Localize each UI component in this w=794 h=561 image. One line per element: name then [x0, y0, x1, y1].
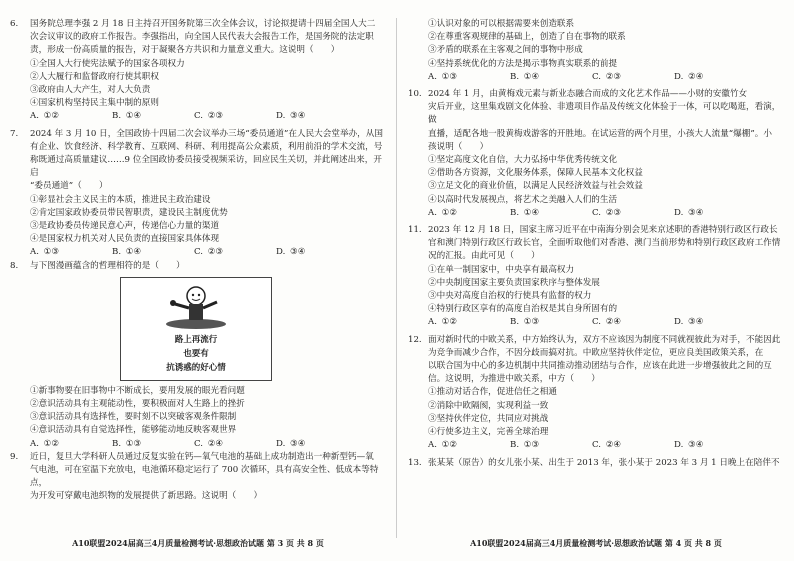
option: ①坚定高度文化自信，大力弘扬中华优秀传统文化 [428, 155, 618, 166]
choice-d: D. ②④ [674, 71, 704, 82]
choice-d: D. ③④ [674, 207, 704, 218]
answer-choices [10, 110, 386, 123]
option: ②意识活动具有主观能动性，要积极面对人生路上的挫折 [30, 399, 245, 410]
choice-d: D. ③④ [276, 247, 306, 258]
question-text: 孩说明（ ） [428, 141, 489, 152]
cartoon-caption: 抗诱惑的好心情 [166, 362, 226, 373]
choice-c: C. ②③ [194, 247, 224, 258]
option: ②中央制度国家主要负责国家秩序与整体发展 [428, 277, 600, 288]
question-text: 况的汇报。由此可见（ ） [428, 251, 540, 262]
answer-choices [10, 438, 386, 451]
option: ②借助各方资源，文化服务体系，保障人民基本文化权益 [428, 168, 643, 179]
question-number: 13. [408, 457, 422, 468]
page-footer: A10联盟2024届高三4月质量检测考试·思想政治试题 第 4 页 共 8 页 [470, 537, 722, 548]
option: ①认识对象的可以根据需要来创造联系 [428, 19, 575, 29]
question-9-continued [408, 18, 784, 84]
choice-c: C. ②③ [592, 71, 622, 82]
question-text: 为竞争而减少合作，不因分歧而搞对抗。中欧应坚持伙伴定位，更应良美国政策关系，在 [428, 347, 764, 358]
choice-b: B. ①④ [112, 111, 142, 122]
answer-choices [408, 316, 784, 329]
question-number: 10. [408, 89, 422, 100]
question-text: 以联合国为中心的多边机制中共同推动推动团结与合作，应该在此进一步增强彼此之间的互 [428, 361, 772, 372]
option: ③意识活动具有选择性，要时刻不以突破客观条件限制 [30, 412, 237, 423]
answer-choices [10, 246, 386, 259]
choice-d: D. ③④ [276, 111, 306, 122]
choice-a: A. ①③ [30, 247, 60, 258]
question-number: 7. [10, 128, 19, 139]
choice-a: A. ①② [428, 440, 458, 451]
page-footer: A10联盟2024届高三4月质量检测考试·思想政治试题 第 3 页 共 8 页 [72, 537, 324, 548]
choice-a: A. ①② [30, 438, 60, 449]
question-13 [408, 457, 784, 470]
question-7 [10, 128, 386, 260]
cartoon-caption: 也要有 [183, 348, 209, 359]
question-text: 国务院总理李强 2 月 18 日主持召开国务院第三次全体会议，讨论拟提请十四届全国人大二 [30, 19, 376, 29]
question-text: 气电池，可在室温下充放电，电池循环稳定运行了 700 次循环，具有高安全性、低成本等特点， [30, 465, 379, 489]
cartoon-image [120, 277, 272, 381]
question-number: 8. [10, 260, 19, 271]
choice-c: C. ②③ [194, 111, 224, 122]
choice-b: B. ①④ [510, 71, 540, 82]
option: ③坚持伙伴定位，共同应对挑战 [428, 413, 549, 424]
option: ④意识活动具有自觉选择性，能够能动地反映客观世界 [30, 425, 237, 436]
choice-c: C. ②③ [592, 207, 622, 218]
option: ①全国人大行使宪法赋予的国家各项权力 [30, 58, 185, 69]
option: ②人大履行和监督政府行使其职权 [30, 71, 159, 82]
choice-a: A. ①② [428, 207, 458, 218]
question-text: 近日，复旦大学科研人员通过反复实验在钙—氧气电池的基础上成功制造出一种新型钙—氧 [30, 451, 374, 462]
choice-c: C. ②④ [592, 317, 622, 328]
choice-d: D. ③④ [674, 317, 704, 328]
option: ④国家机构坚持民主集中制的原则 [30, 98, 159, 109]
question-9 [10, 451, 386, 504]
question-6 [10, 18, 386, 124]
option: ②肯定国家政协委员带民智职责，建设民主制度优势 [30, 207, 228, 218]
question-text: “委员通道”（ ） [30, 181, 108, 192]
option: ③立足文化的商业价值，以满足人民经济效益与社会效益 [428, 181, 643, 192]
option: ④行使多边主义，完善全球治理 [428, 427, 549, 438]
option: ③政府由人大产生，对人大负责 [30, 85, 151, 96]
cartoon-figure-icon [161, 284, 231, 330]
question-text: 灾后开业，这里集戏剧文化体验、非遗项目作品及传统文化体验于一体，可以吃喝逛，看演，做 [428, 102, 781, 126]
answer-choices [408, 71, 784, 84]
question-number: 12. [408, 334, 422, 345]
option: ②消除中欧隔阂，实现利益一致 [428, 400, 549, 411]
choice-b: B. ①④ [510, 207, 540, 218]
question-number: 6. [10, 19, 19, 29]
cartoon-caption: 路上再流行 [174, 334, 218, 345]
question-text: 有企业、饮食经济、科学教育、互联网、科研、利用提高公众素质，利用前沿的学术交流，号 [30, 141, 383, 152]
option: ①推动对话合作，促进信任之相通 [428, 387, 557, 398]
option: ③是政协委员传递民意心声，传递信心力量的渠道 [30, 221, 220, 232]
option: ③中央对高度自治权的行使具有监督的权力 [428, 291, 592, 302]
question-text: 信。这说明，为推进中欧关系，中方（ ） [428, 374, 600, 385]
choice-c: C. ②④ [592, 440, 622, 451]
choice-c: C. ②④ [194, 438, 224, 449]
question-text: 次会议审议的政府工作报告。李强指出，向全国人民代表大会报告工作，是国务院的法定职 [30, 32, 374, 43]
choice-d: D. ③④ [276, 438, 306, 449]
question-10 [408, 88, 784, 220]
left-page [10, 18, 386, 548]
option: ④坚持系统优化的方法是揭示事物真实联系的前提 [428, 58, 618, 69]
question-text: 官和澳门特别行政区行政长官，全面听取他们对香港、澳门当前形势和特别行政区政府工作情 [428, 238, 781, 249]
question-text: 为开发可穿戴电池织物的发展提供了新思路。这说明（ ） [30, 491, 263, 502]
question-11 [408, 224, 784, 330]
question-text: 责，形成一份高质量的报告，对于凝聚各方共识和力量意义重大。这说明（ ） [30, 45, 340, 56]
choice-b: B. ①③ [510, 440, 540, 451]
choice-b: B. ①③ [510, 317, 540, 328]
choice-b: B. ①④ [112, 247, 142, 258]
option: ②在尊重客观规律的基础上，创造了自在事物的联系 [428, 32, 626, 43]
choice-b: B. ①③ [112, 438, 142, 449]
option: ①在单一制国家中，中央享有最高权力 [428, 264, 575, 275]
right-page [408, 18, 784, 548]
question-text: 2024 年 1 月，由黄梅戏元素与新业态融合而成的文化艺术作品——小财的安徽竹女 [428, 89, 748, 100]
option: ①新事物要在旧事物中不断成长，要用发展的眼光看问题 [30, 385, 245, 396]
answer-choices [408, 439, 784, 452]
question-text: 直播，适配各地一股黄梅戏游客的开胜地。在试运营的两个月里，小孩大人流量“爆棚”。小 [428, 128, 772, 139]
question-text: 与下图漫画蕴含的哲理相符的是（ ） [30, 260, 185, 271]
question-text: 张某某（原告）的女儿张小某、出生于 2013 年，张小某于 2023 年 3 月 1 日晚上在陪伴不 [428, 457, 780, 468]
option: ④以高时代发展视点，将艺术之美融入人们的生活 [428, 194, 618, 205]
choice-a: A. ①③ [428, 71, 458, 82]
question-8 [10, 260, 386, 451]
question-number: 11. [408, 225, 422, 236]
page-divider [396, 18, 397, 538]
option: ④是国家权力机关对人民负责的直接国家具体体现 [30, 234, 220, 245]
choice-a: A. ①② [428, 317, 458, 328]
question-text: 称既通过高质量建议……9 位全国政协委员接受视频采访，回应民生关切，并此阐述出来，开启 [30, 155, 382, 179]
option: ①彰显社会主义民主的本质，推进民主政治建设 [30, 194, 211, 205]
question-12 [408, 334, 784, 453]
option: ③矛盾的联系在主客观之间的事物中形成 [428, 45, 583, 56]
option: ④特别行政区享有的高度自治权是其自身所固有的 [428, 304, 618, 315]
choice-d: D. ③④ [674, 440, 704, 451]
question-number: 9. [10, 451, 19, 462]
choice-a: A. ①② [30, 111, 60, 122]
question-text: 2024 年 3 月 10 日，全国政协十四届二次会议举办三场“委员通道”在人民大会堂举办，从国 [30, 128, 383, 139]
question-text: 面对新时代的中欧关系，中方始终认为，双方不应该因为制度不同就视彼此为对手，不能因此 [428, 334, 781, 345]
question-text: 2023 年 12 月 18 日，国家主席习近平在中南海分别会见来京述职的香港特别行政区行政长 [428, 225, 778, 236]
answer-choices [408, 207, 784, 220]
